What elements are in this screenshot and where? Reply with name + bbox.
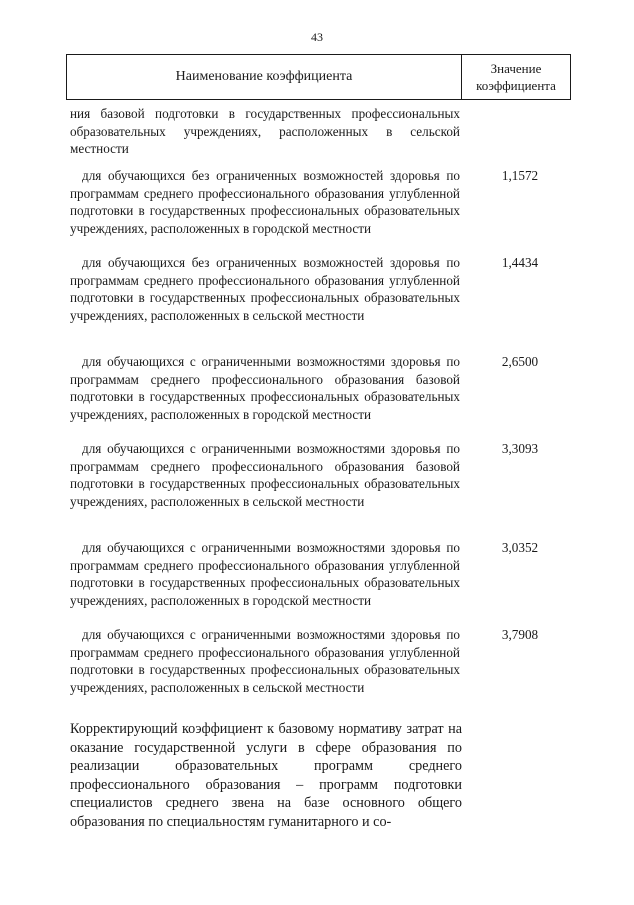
row-description: для обучающихся с ограниченными возможностями здоровья по программам среднего профессионального образования углубленной подготовки в государственных профессиональных образовательных учреждениях, расположенных в сельской местности <box>70 627 460 695</box>
row-description: для обучающихся без ограниченных возможностей здоровья по программам среднего профессионального образования углубленной подготовки в государственных профессиональных образовательных учреждениях, расположенных в сельской местности <box>70 255 460 323</box>
row-value: 2,6500 <box>501 354 539 369</box>
continuation-text: ния базовой подготовки в государственных профессиональных образовательных учреждениях, расположенных в сельской местности <box>70 106 460 157</box>
row-description: для обучающихся с ограниченными возможностями здоровья по программам среднего профессионального образования углубленной подготовки в государственных профессиональных образовательных учреждениях, расположенных в городской местности <box>70 540 460 608</box>
row-description: для обучающихся с ограниченными возможностями здоровья по программам среднего профессионального образования базовой подготовки в государственных профессиональных образовательных учреждениях, расположенных в сельской местности <box>70 441 460 509</box>
row-description: для обучающихся с ограниченными возможностями здоровья по программам среднего профессионального образования базовой подготовки в государственных профессиональных образовательных учреждениях, расположенных в городской местности <box>70 354 460 422</box>
header-coefficient-value: Значение коэффициента <box>461 55 570 99</box>
coefficient-paragraph: Корректирующий коэффициент к базовому нормативу затрат на оказание государственной услуги в сфере образования по реализации образовательных программ среднего профессионального образования – программ подготовки специалистов среднего звена на базе основного общего образования по специальностям гуманитарного и со- <box>70 721 462 830</box>
row-description: для обучающихся без ограниченных возможностей здоровья по программам среднего профессионального образования углубленной подготовки в государственных профессиональных образовательных учреждениях, расположенных в городской местности <box>70 168 460 236</box>
header-coefficient-name: Наименование коэффициента <box>175 69 353 84</box>
row-value: 3,0352 <box>501 540 539 555</box>
row-value: 1,1572 <box>501 168 539 183</box>
row-value: 3,7908 <box>501 627 539 642</box>
page-number: 43 <box>311 30 323 44</box>
row-value: 1,4434 <box>501 255 539 270</box>
row-value: 3,3093 <box>501 441 539 456</box>
table-header <box>66 54 571 100</box>
